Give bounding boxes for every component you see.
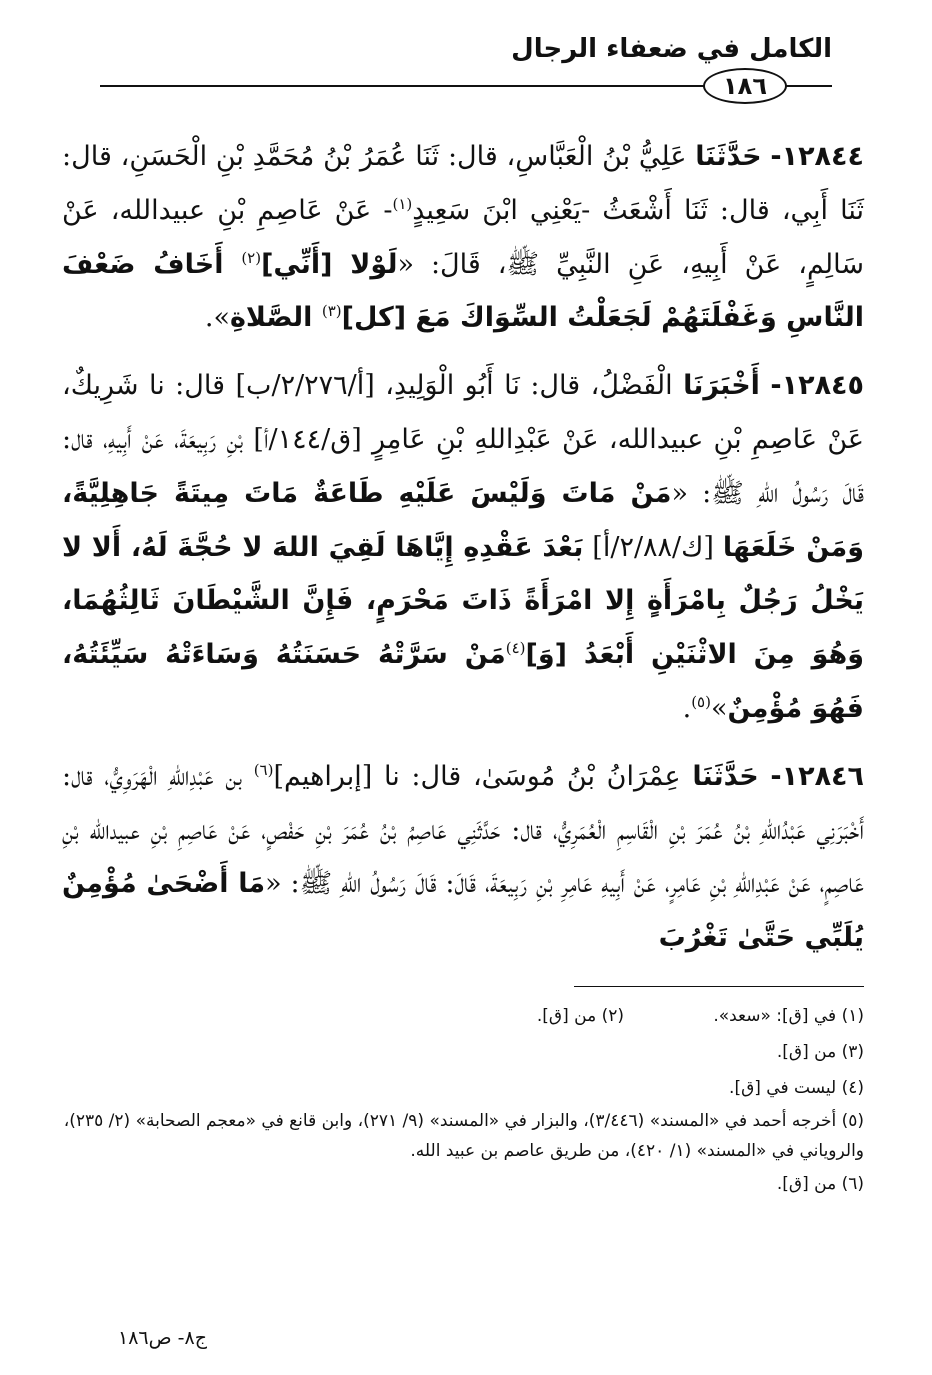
hadith-paragraph-12844 xyxy=(62,130,864,345)
footnote-6: (٦) من [ق]. xyxy=(776,1174,864,1194)
period: . xyxy=(682,692,692,724)
footnote-marker: (٣) xyxy=(321,302,342,321)
hadith-number: ١٢٨٤٦- xyxy=(770,760,865,792)
matn-text: مَنْ مَاتَ وَلَيْسَ عَلَيْهِ طَاعَةٌ مَاتَ مِيتَةً جَاهِلِيَّةً، وَمَنْ خَلَعَهَا xyxy=(62,477,865,563)
page-number: ١٨٦ xyxy=(723,72,767,100)
hadith-paragraph-12846 xyxy=(62,750,864,965)
footnote-4: (٤) ليست في [ق]. xyxy=(729,1078,864,1098)
footnote-5: (٥) أخرجه أحمد في «المسند» (٣/٤٤٦)، والبزار في «المسند» (٩/ ٢٧١)، وابن قانع في «معجم الصحابة» (٢/ ٢٣٥)، والروياني في «المسند» (١/ ٤٢٠)، من طريق عاصم بن عبيد الله. xyxy=(63,1111,864,1161)
footnote-marker: (٥) xyxy=(691,692,711,711)
matn-text: لَوْلا [أَنِّي] xyxy=(261,248,398,280)
matn-text: الصَّلاةِ xyxy=(229,302,322,334)
matn-text: بَعْدَ عَقْدِهِ إِيَّاهَا لَقِيَ اللهَ لا حُجَّةَ لَهُ، أَلا لا يَخْلُ رَجُلٌ بِامْرَأَةٍ إِلا امْرَأَةً ذَاتَ مَحْرَمٍ، فَإِنَّ الشَّيْطَانَ ثَالِثُهُمَا، وَهُوَ مِنَ الاثْنَيْنِ أَبْعَدُ [وَ] xyxy=(62,531,864,671)
footnote-marker: (٤) xyxy=(505,639,526,658)
main-text xyxy=(62,130,864,979)
transmission-lead: أَخْبَرَنَا xyxy=(683,370,760,402)
page-number-badge xyxy=(703,68,787,104)
matn-text: مَنْ سَرَّتْهُ حَسَنَتُهُ وَسَاءَتْهُ سَيِّئَتُهُ، فَهُوَ مُؤْمِنٌ xyxy=(62,639,864,724)
closing-quote: ». xyxy=(204,302,230,334)
footnote-marker: (٢) xyxy=(241,248,262,267)
isnad-text: بن عَبْدِاللهِ الْهَرَوِيُّ، قال: أَخْبَرَنِي عَبْدُاللهِ بْنُ عُمَرَ بْنِ الْقَاسِمِ الْعُمَرِيُّ، قال: حَدَّثَنِي عَاصِمُ بْنُ عُمَرَ بْنِ حَفْصٍ، عَنْ عَاصِمِ بْنِ عبيدالله بْنِ عَاصِمٍ، عَنْ عَبْدِاللهِ بْنِ عَامِرٍ، عَنْ أَبِيهِ عَامِرِ بْنِ رَبِيعَةَ، قَالَ: قَالَ رَسُولُ اللهِ ﷺ: « xyxy=(62,760,864,900)
footnote-1: (١) في [ق]: «سعد». xyxy=(713,1006,864,1026)
footnotes xyxy=(62,998,864,1202)
hadith-paragraph-12845 xyxy=(62,359,864,736)
footnote-marker: (٦) xyxy=(253,760,274,779)
transmission-lead: حَدَّثَنَا xyxy=(695,141,762,172)
footnote-rule xyxy=(574,986,864,987)
hadith-number: ١٢٨٤٥- xyxy=(770,370,865,402)
matn-text: مَا أَضْحَىٰ مُؤْمِنٌ يُلَبِّي حَتَّىٰ تَغْرُبَ xyxy=(62,868,864,954)
footnote-2: (٢) من [ق]. xyxy=(536,1006,624,1026)
isnad-text: الْفَضْلُ، قال: نَا أَبُو الْوَلِيدِ، [أ/٢/٢٧٦/ب] قال: نا شَرِيكٌ، عَنْ عَاصِمِ بْنِ عبيدالله، عَنْ عَبْدِاللهِ بْنِ عَامِرٍ [ق/١٤٤/أ] بْنِ رَبِيعَةَ، عَنْ أَبِيهِ، قال: قَالَ رَسُولُ اللهِ ﷺ: « xyxy=(62,370,864,509)
matn-text: أَخَافُ ضَعْفَ النَّاسِ وَغَفْلَتَهُمْ لَجَعَلْتُ السِّوَاكَ مَعَ [كل] xyxy=(62,248,864,334)
isnad-text: عَلِيُّ بْنُ الْعَبَّاسِ، قال: ثَنَا عُمَرُ بْنُ مُحَمَّدِ بْنِ الْحَسَنِ، قال: ثَنَا أَبِي، قال: ثَنَا أَشْعَثُ -يَعْنِي ابْنَ سَعِيدٍ xyxy=(62,141,865,226)
footnote-3: (٣) من [ق]. xyxy=(776,1042,864,1062)
footnote-marker: (١) xyxy=(392,194,413,213)
running-title: الكامل في ضعفاء الرجال xyxy=(511,34,832,64)
closing-quote: » xyxy=(710,692,728,724)
transmission-lead: حَدَّثَنَا xyxy=(692,760,759,792)
page-signature: ج٨- ص١٨٦ xyxy=(118,1327,207,1349)
hadith-number: ١٢٨٤٤- xyxy=(770,141,864,172)
isnad-text: - عَنْ عَاصِمِ بْنِ عبيدالله، عَنْ سَالِمٍ، عَنْ أَبِيهِ، عَنِ النَّبِيِّ ﷺ، قَالَ: « xyxy=(62,194,864,280)
footnote-row xyxy=(62,998,864,1034)
isnad-text: عِمْرَانُ بْنُ مُوسَىٰ، قال: نا [إبراهيم] xyxy=(273,760,681,792)
manuscript-ref: [ك/٢/٨٨/أ] xyxy=(583,531,723,563)
